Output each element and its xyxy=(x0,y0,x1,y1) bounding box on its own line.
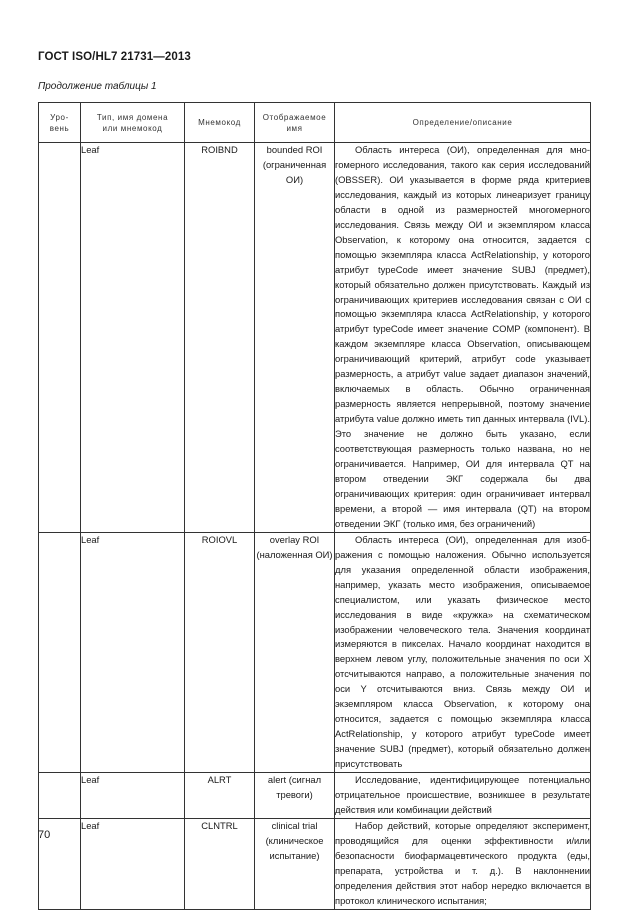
cell-type: Leaf xyxy=(81,532,185,772)
header-definition: Определение/описание xyxy=(335,103,591,143)
definition-text: Набор действий, которые определяют эксперимент, проводящийся для оценки эффективности и/или безопасности биофармацевтического продукта (еды, препарата, устройства и т. д.). В наклоннении определения действия этот набор нередко включается в протокол клинического испытания; xyxy=(335,819,590,906)
table-caption: Продолжение таблицы 1 xyxy=(38,81,157,92)
header-level xyxy=(39,103,81,143)
cell-definition xyxy=(335,818,591,909)
cell-type: Leaf xyxy=(81,143,185,533)
table-row xyxy=(39,143,591,533)
cell-level xyxy=(39,532,81,772)
header-display-name xyxy=(255,103,335,143)
cell-level xyxy=(39,143,81,533)
header-type-label: Тип, имя домена или мнемокод xyxy=(96,112,169,133)
cell-mnemonic: CLNTRL xyxy=(185,818,255,909)
cell-mnemonic: ROIBND xyxy=(185,143,255,533)
definition-text: Исследование, идентифицирующее потенциально отрицательное происшествие, возникшее в результате действия или комбинации действий xyxy=(335,774,590,815)
cell-type: Leaf xyxy=(81,818,185,909)
cell-mnemonic: ALRT xyxy=(185,773,255,819)
cell-level xyxy=(39,773,81,819)
header-mnemonic: Мнемокод xyxy=(185,103,255,143)
table-row xyxy=(39,818,591,909)
cell-display-name: overlay ROI (наложенная ОИ) xyxy=(255,532,335,772)
page-number: 70 xyxy=(38,829,51,841)
cell-display-name: alert (сигнал тревоги) xyxy=(255,773,335,819)
cell-definition xyxy=(335,773,591,819)
cell-definition xyxy=(335,143,591,533)
cell-display-name: bounded ROI (ограниченная ОИ) xyxy=(255,143,335,533)
header-level-label: Уро- вень xyxy=(49,112,70,133)
definition-text: Область интереса (ОИ), определенная для изображения с помощью наложения. Обычно используется для указания определенной области изображения, например, указать место изображения, описываемое специалистом, или указать физическое место исследования в виде «кружка» на схематическом изображении человеческого тела. Значения координат измеряются в пикселах. Начало координат находится в верхнем левом углу, положительные значения по оси X отсчитываются направо, а положительные значения по оси Y отсчитываются вниз. Связь между ОИ и экземпляром класса Observation, к которому она относится, задается с помощью экземпляра класса ActRelationship, у которого атрибут typeCode имеет значение SUBJ (предмет), который обязательно должен присутствовать xyxy=(335,533,590,770)
table-row xyxy=(39,773,591,819)
table-row xyxy=(39,532,591,772)
definition-text: Область интереса (ОИ), определенная для многомерного исследования, такого как серия исследований (OBSSER). ОИ указывается в форме ряда критериев исследования, каждый из которых линеаризует границу области в одной из размерностей многомерного исследования. Связь между ОИ и экземпляром класса Observation, к которому она относится, задается с помощью экземпляра класса ActRelationship, у которого атрибут typeCode имеет значение SUBJ (предмет), который обязательно должен присутствовать. Каждый из ограничивающих критериев исследования связан с ОИ с помощью экземпляра класса ActRelationship, у которого атрибут typeCode имеет значение COMP (компонент). В каждом экземпляре класса Observation, описывающем ограничивающий критерий, атрибут code указывает размерность, а атрибут value задает диапазон значений, включаемых в область. Обычно ограниченная размерность является непрерывной, поэтому значение атрибута value должно иметь тип данных интервала (IVL). Это значение не должно быть указано, если соответствующая размерность только названа, но не ограничивается. Например, ОИ для интервала QT на втором отведении ЭКГ содержала бы два ограничивающих критерия: один ограничивает интервал времени, а второй — имя интервала (QT) на втором отведении ЭКГ (только имя, без ограничений) xyxy=(335,144,590,529)
definitions-table xyxy=(38,102,591,910)
cell-type: Leaf xyxy=(81,773,185,819)
cell-definition xyxy=(335,532,591,772)
document-header: ГОСТ ISO/HL7 21731—2013 xyxy=(38,51,191,63)
cell-mnemonic: ROIOVL xyxy=(185,532,255,772)
header-type xyxy=(81,103,185,143)
cell-display-name: clinical trial (клиническое испытание) xyxy=(255,818,335,909)
header-display-label: Отображаемое имя xyxy=(262,112,327,133)
table-header-row xyxy=(39,103,591,143)
